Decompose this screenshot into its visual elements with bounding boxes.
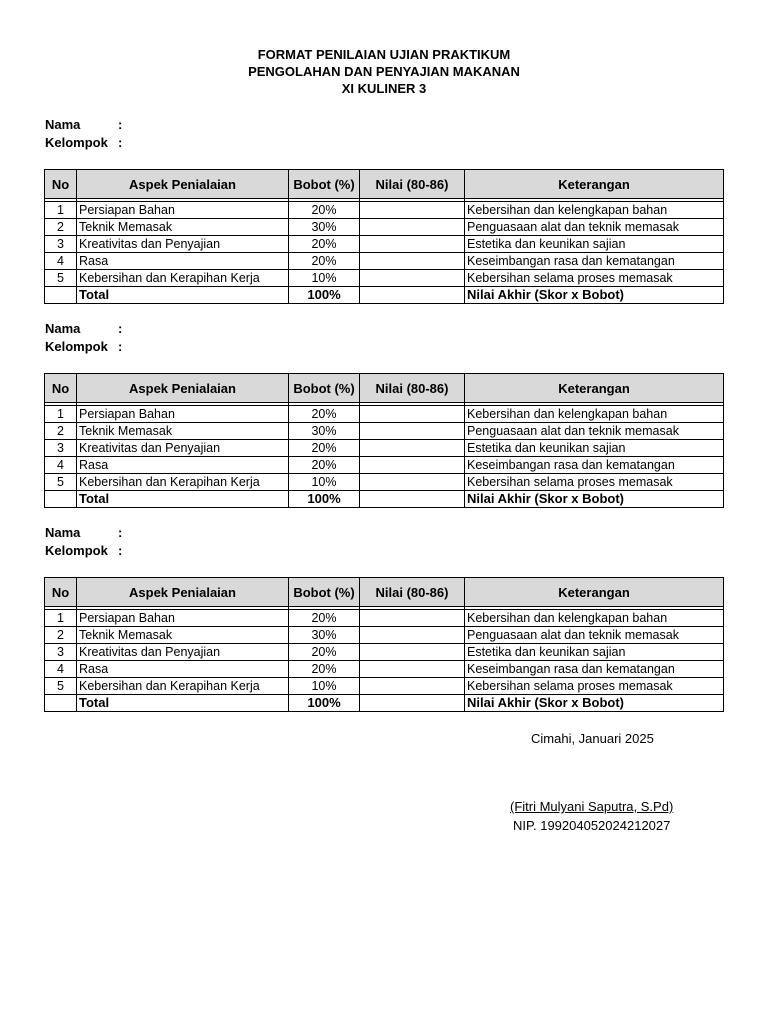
row-weight: 10% xyxy=(289,474,360,491)
row-weight: 20% xyxy=(289,457,360,474)
total-score[interactable] xyxy=(360,287,465,304)
colon: : xyxy=(118,525,123,540)
row-number: 4 xyxy=(45,253,77,270)
row-score-input[interactable] xyxy=(360,610,465,627)
row-aspect: Kreativitas dan Penyajian xyxy=(77,440,289,457)
row-number: 3 xyxy=(45,236,77,253)
title-line-3: XI KULINER 3 xyxy=(341,81,427,96)
row-number: 5 xyxy=(45,474,77,491)
total-label: Total xyxy=(77,695,289,712)
table-row xyxy=(45,661,724,678)
row-weight: 10% xyxy=(289,678,360,695)
row-number: 4 xyxy=(45,457,77,474)
row-note: Kebersihan dan kelengkapan bahan xyxy=(465,202,724,219)
row-number: 5 xyxy=(45,678,77,695)
colon: : xyxy=(118,117,123,132)
row-weight: 20% xyxy=(289,440,360,457)
table-row xyxy=(45,457,724,474)
row-aspect: Kreativitas dan Penyajian xyxy=(77,236,289,253)
row-score-input[interactable] xyxy=(360,423,465,440)
row-aspect: Teknik Memasak xyxy=(77,219,289,236)
table-row xyxy=(45,406,724,423)
row-score-input[interactable] xyxy=(360,202,465,219)
row-score-input[interactable] xyxy=(360,406,465,423)
nama-label: Nama xyxy=(45,321,81,336)
nama-label: Nama xyxy=(45,117,81,132)
table-row xyxy=(45,423,724,440)
total-score[interactable] xyxy=(360,695,465,712)
total-weight: 100% xyxy=(289,491,360,508)
row-note: Kebersihan dan kelengkapan bahan xyxy=(465,406,724,423)
table-row xyxy=(45,610,724,627)
row-aspect: Rasa xyxy=(77,253,289,270)
meta-block-2 xyxy=(45,320,122,356)
row-aspect: Rasa xyxy=(77,457,289,474)
table-header-row xyxy=(45,374,724,403)
table-row xyxy=(45,678,724,695)
colon: : xyxy=(118,135,123,150)
meta-block-1 xyxy=(45,116,122,152)
row-weight: 20% xyxy=(289,644,360,661)
row-aspect: Kebersihan dan Kerapihan Kerja xyxy=(77,474,289,491)
row-weight: 20% xyxy=(289,661,360,678)
row-note: Kebersihan selama proses memasak xyxy=(465,270,724,287)
row-number: 3 xyxy=(45,644,77,661)
signer-name: (Fitri Mulyani Saputra, S.Pd) xyxy=(510,799,674,814)
row-number: 2 xyxy=(45,627,77,644)
row-note: Keseimbangan rasa dan kematangan xyxy=(465,253,724,270)
row-aspect: Kreativitas dan Penyajian xyxy=(77,644,289,661)
row-aspect: Persiapan Bahan xyxy=(77,610,289,627)
row-weight: 30% xyxy=(289,423,360,440)
document-title xyxy=(0,46,768,97)
row-note: Penguasaan alat dan teknik memasak xyxy=(465,627,724,644)
row-score-input[interactable] xyxy=(360,236,465,253)
header-no: No xyxy=(45,170,77,199)
total-note: Nilai Akhir (Skor x Bobot) xyxy=(465,491,724,508)
row-aspect: Kebersihan dan Kerapihan Kerja xyxy=(77,678,289,695)
row-weight: 20% xyxy=(289,406,360,423)
kelompok-label: Kelompok xyxy=(45,543,108,558)
header-no: No xyxy=(45,578,77,607)
row-number: 1 xyxy=(45,406,77,423)
header-nilai: Nilai (80-86) xyxy=(360,374,465,403)
row-score-input[interactable] xyxy=(360,678,465,695)
total-weight: 100% xyxy=(289,695,360,712)
table-row xyxy=(45,644,724,661)
row-score-input[interactable] xyxy=(360,219,465,236)
row-score-input[interactable] xyxy=(360,457,465,474)
total-no xyxy=(45,695,77,712)
row-weight: 20% xyxy=(289,236,360,253)
row-note: Penguasaan alat dan teknik memasak xyxy=(465,423,724,440)
row-note: Keseimbangan rasa dan kematangan xyxy=(465,457,724,474)
colon: : xyxy=(118,321,123,336)
row-aspect: Teknik Memasak xyxy=(77,627,289,644)
nama-label: Nama xyxy=(45,525,81,540)
total-row xyxy=(45,695,724,712)
row-number: 2 xyxy=(45,423,77,440)
row-weight: 30% xyxy=(289,627,360,644)
place-date: Cimahi, Januari 2025 xyxy=(531,731,654,746)
colon: : xyxy=(118,543,123,558)
row-score-input[interactable] xyxy=(360,440,465,457)
assessment-table-2 xyxy=(44,373,724,508)
row-weight: 30% xyxy=(289,219,360,236)
header-keterangan: Keterangan xyxy=(465,578,724,607)
table-row xyxy=(45,474,724,491)
row-number: 2 xyxy=(45,219,77,236)
total-note: Nilai Akhir (Skor x Bobot) xyxy=(465,695,724,712)
row-aspect: Kebersihan dan Kerapihan Kerja xyxy=(77,270,289,287)
row-weight: 20% xyxy=(289,253,360,270)
signer-nip: NIP. 199204052024212027 xyxy=(513,818,671,833)
row-number: 3 xyxy=(45,440,77,457)
row-aspect: Rasa xyxy=(77,661,289,678)
row-note: Penguasaan alat dan teknik memasak xyxy=(465,219,724,236)
header-bobot: Bobot (%) xyxy=(289,170,360,199)
title-line-2: PENGOLAHAN DAN PENYAJIAN MAKANAN xyxy=(248,64,520,79)
kelompok-label: Kelompok xyxy=(45,339,108,354)
row-weight: 10% xyxy=(289,270,360,287)
row-weight: 20% xyxy=(289,610,360,627)
total-score[interactable] xyxy=(360,491,465,508)
header-aspek: Aspek Penialaian xyxy=(77,374,289,403)
header-nilai: Nilai (80-86) xyxy=(360,578,465,607)
assessment-table-1 xyxy=(44,169,724,304)
row-weight: 20% xyxy=(289,202,360,219)
row-score-input[interactable] xyxy=(360,627,465,644)
colon: : xyxy=(118,339,123,354)
row-aspect: Teknik Memasak xyxy=(77,423,289,440)
total-no xyxy=(45,287,77,304)
row-number: 4 xyxy=(45,661,77,678)
row-note: Keseimbangan rasa dan kematangan xyxy=(465,661,724,678)
header-bobot: Bobot (%) xyxy=(289,578,360,607)
header-keterangan: Keterangan xyxy=(465,170,724,199)
table-row xyxy=(45,253,724,270)
header-bobot: Bobot (%) xyxy=(289,374,360,403)
assessment-table-3 xyxy=(44,577,724,712)
row-score-input[interactable] xyxy=(360,253,465,270)
table-row xyxy=(45,202,724,219)
row-note: Estetika dan keunikan sajian xyxy=(465,644,724,661)
table-row xyxy=(45,219,724,236)
meta-block-3 xyxy=(45,524,122,560)
row-note: Estetika dan keunikan sajian xyxy=(465,440,724,457)
total-label: Total xyxy=(77,491,289,508)
row-score-input[interactable] xyxy=(360,661,465,678)
row-number: 1 xyxy=(45,202,77,219)
row-note: Estetika dan keunikan sajian xyxy=(465,236,724,253)
total-row xyxy=(45,491,724,508)
table-row xyxy=(45,627,724,644)
row-score-input[interactable] xyxy=(360,644,465,661)
total-note: Nilai Akhir (Skor x Bobot) xyxy=(465,287,724,304)
row-number: 1 xyxy=(45,610,77,627)
header-aspek: Aspek Penialaian xyxy=(77,170,289,199)
header-aspek: Aspek Penialaian xyxy=(77,578,289,607)
total-label: Total xyxy=(77,287,289,304)
table-row xyxy=(45,270,724,287)
header-keterangan: Keterangan xyxy=(465,374,724,403)
total-row xyxy=(45,287,724,304)
header-nilai: Nilai (80-86) xyxy=(360,170,465,199)
row-note: Kebersihan dan kelengkapan bahan xyxy=(465,610,724,627)
total-no xyxy=(45,491,77,508)
header-no: No xyxy=(45,374,77,403)
row-aspect: Persiapan Bahan xyxy=(77,202,289,219)
row-note: Kebersihan selama proses memasak xyxy=(465,474,724,491)
table-row xyxy=(45,236,724,253)
kelompok-label: Kelompok xyxy=(45,135,108,150)
total-weight: 100% xyxy=(289,287,360,304)
row-note: Kebersihan selama proses memasak xyxy=(465,678,724,695)
table-header-row xyxy=(45,170,724,199)
row-score-input[interactable] xyxy=(360,474,465,491)
table-header-row xyxy=(45,578,724,607)
row-aspect: Persiapan Bahan xyxy=(77,406,289,423)
row-number: 5 xyxy=(45,270,77,287)
table-row xyxy=(45,440,724,457)
title-line-1: FORMAT PENILAIAN UJIAN PRAKTIKUM xyxy=(257,47,511,62)
row-score-input[interactable] xyxy=(360,270,465,287)
